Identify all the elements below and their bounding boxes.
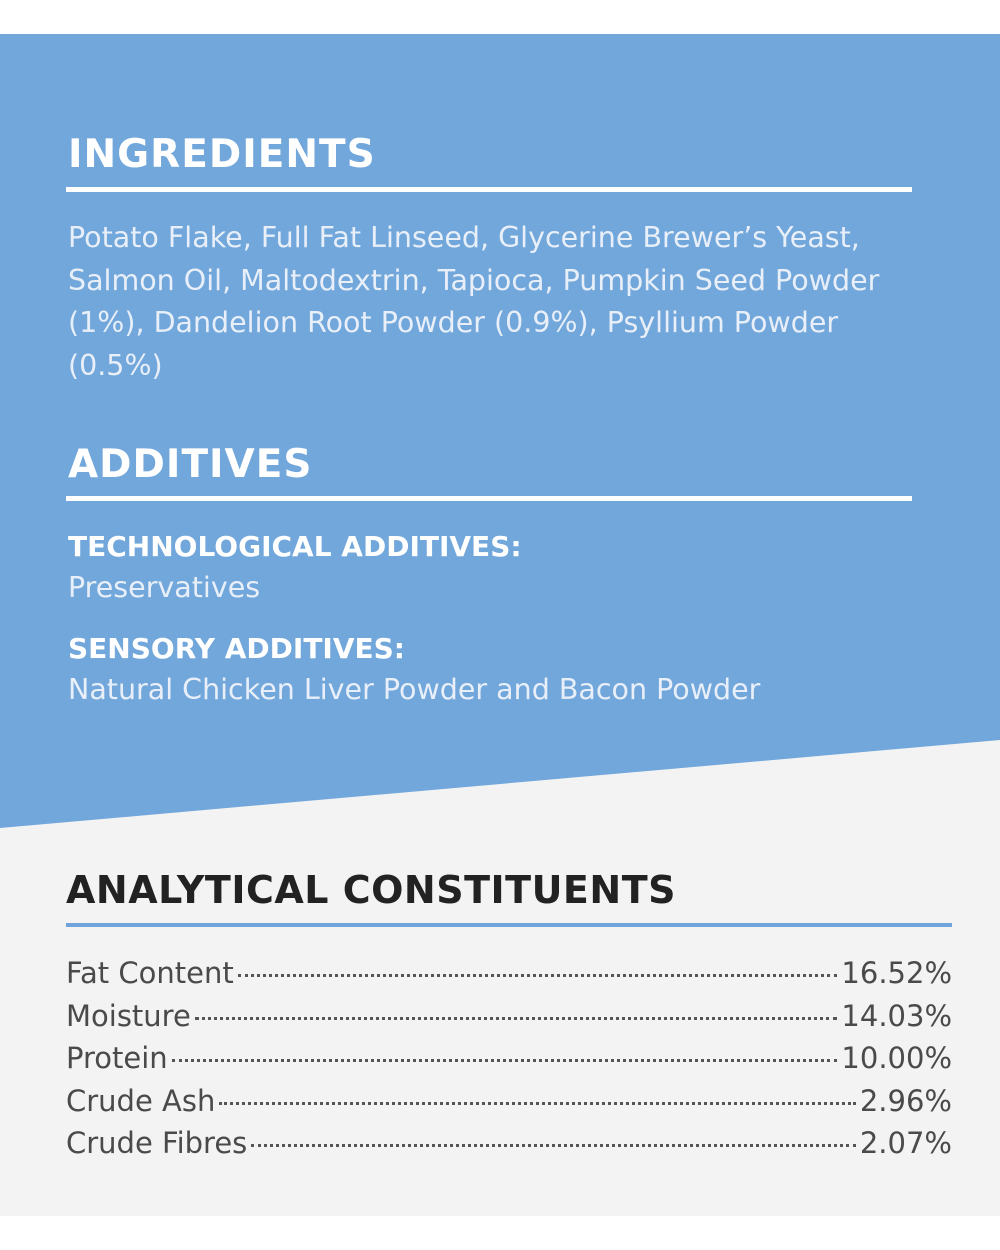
constituent-value: 10.00% (841, 1041, 952, 1075)
dot-leader (219, 1102, 856, 1105)
constituent-value: 2.96% (859, 1083, 952, 1118)
dot-leader (238, 974, 838, 977)
table-row (66, 1080, 952, 1123)
dot-leader (195, 1017, 838, 1020)
dot-leader (172, 1059, 838, 1062)
constituent-label: Protein (66, 1041, 168, 1075)
additives-heading: ADDITIVES (68, 442, 313, 487)
ingredients-heading: INGREDIENTS (68, 132, 376, 177)
additives-divider (66, 496, 912, 501)
constituent-label: Crude Fibres (66, 1126, 248, 1160)
dot-leader (251, 1144, 856, 1147)
constituent-label: Moisture (66, 998, 191, 1033)
info-panel (0, 34, 1000, 1216)
constituent-label: Fat Content (66, 956, 234, 990)
sensory-additives-label: SENSORY ADDITIVES: (68, 632, 405, 665)
technological-additives-value: Preservatives (68, 571, 261, 604)
constituent-value: 16.52% (841, 956, 952, 990)
constituent-value: 2.07% (859, 1126, 952, 1160)
constituent-label: Crude Ash (66, 1083, 216, 1118)
analytical-constituents-heading: ANALYTICAL CONSTITUENTS (66, 868, 676, 912)
constituent-value: 14.03% (841, 998, 952, 1033)
ingredients-text: Potato Flake, Full Fat Linseed, Glycerine Brewer’s Yeast, Salmon Oil, Maltodextrin, Tapioca, Pumpkin Seed Powder (1%), Dandelion Root Powder (0.9%), Psyllium Powder (0.5%) (68, 221, 880, 382)
table-row (66, 995, 952, 1038)
analytical-constituents-table (66, 952, 952, 1165)
table-row (66, 1122, 952, 1165)
table-row (66, 1037, 952, 1080)
ingredients-divider (66, 187, 912, 192)
analytical-divider (66, 923, 952, 927)
technological-additives-label: TECHNOLOGICAL ADDITIVES: (68, 530, 522, 563)
sensory-additives-value: Natural Chicken Liver Powder and Bacon Powder (68, 673, 761, 706)
table-row (66, 952, 952, 995)
